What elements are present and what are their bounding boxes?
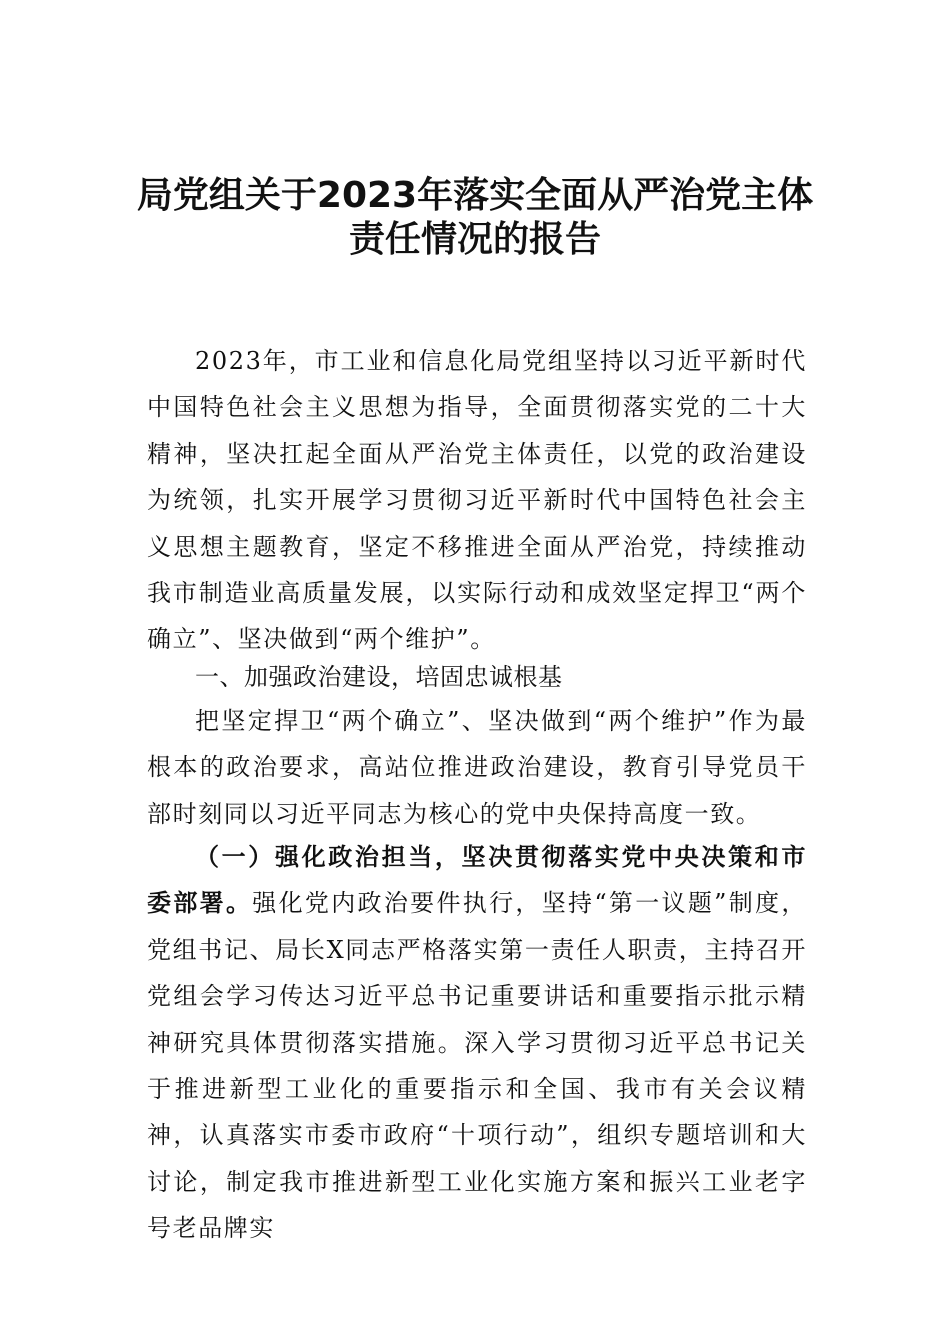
intro-paragraph-block (147, 338, 807, 663)
subsection-1-text: 强化党内政治要件执行，坚持“第一议题”制度，党组书记、局长X同志严格落实第一责任人职责，主持召开党组会学习传达习近平总书记重要讲话和重要指示批示精神研究具体贯彻落实措施。深入学习贯彻习近平总书记关于推进新型工业化的重要指示和全国、我市有关会议精神，认真落实市委市政府“十项行动”，组织专题培训和大讨论，制定我市推进新型工业化实施方案和振兴工业老字号老品牌实 (147, 889, 807, 1243)
subsection-1-paragraph (147, 834, 807, 1252)
section-1-heading-block (147, 654, 807, 700)
section-1-paragraph-block (147, 698, 807, 837)
intro-paragraph: 2023年，市工业和信息化局党组坚持以习近平新时代中国特色社会主义思想为指导，全面贯彻落实党的二十大精神，坚决扛起全面从严治党主体责任，以党的政治建设为统领，扎实开展学习贯彻习近平新时代中国特色社会主义思想主题教育，坚定不移推进全面从严治党，持续推动我市制造业高质量发展，以实际行动和成效坚定捍卫“两个确立”、坚决做到“两个维护”。 (147, 347, 807, 654)
section-1-paragraph: 把坚定捍卫“两个确立”、坚决做到“两个维护”作为最根本的政治要求，高站位推进政治建设，教育引导党员干部时刻同以习近平同志为核心的党中央保持高度一致。 (147, 707, 807, 828)
document-title-line-2: 责任情况的报告 (348, 219, 601, 260)
subsection-1-heading: （一）强化政治担当，坚决贯彻落实党中央决策和市委部署。 (147, 842, 807, 918)
section-1-heading: 一、加强政治建设，培固忠诚根基 (195, 663, 563, 691)
subsection-1-block (147, 834, 807, 1252)
document-title-line-1: 局党组关于2023年落实全面从严治党主体 (136, 175, 814, 216)
